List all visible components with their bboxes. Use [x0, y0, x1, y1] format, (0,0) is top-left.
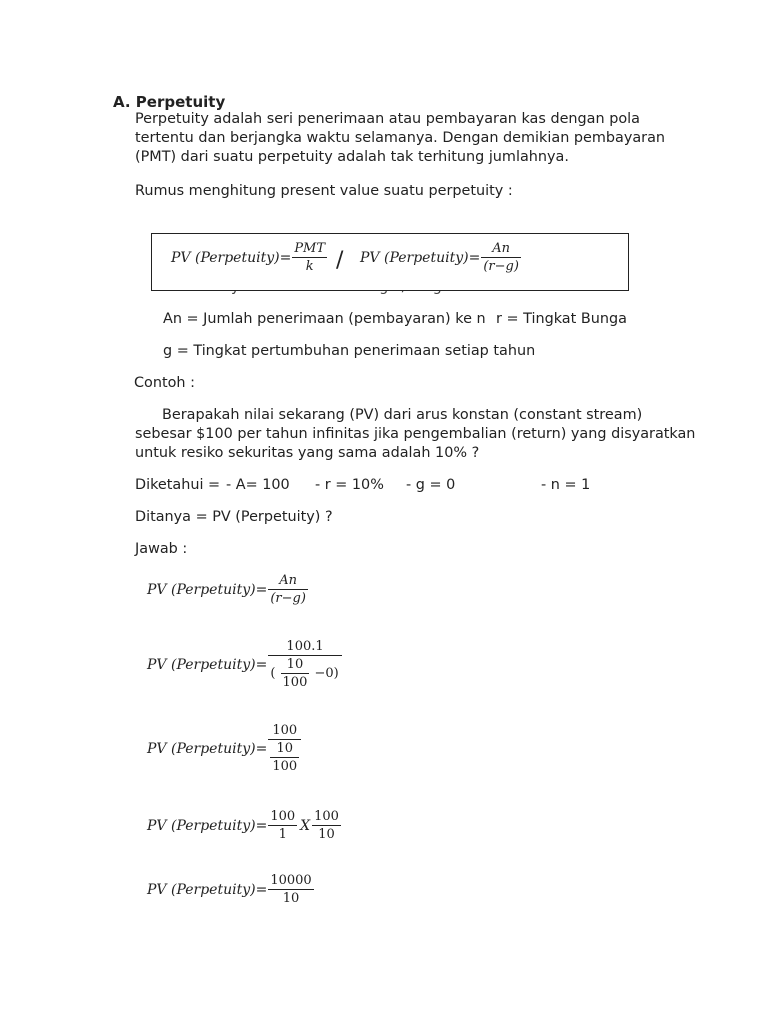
fraction-pmt-k [292, 240, 327, 275]
definition-r: r = Tingkat Bunga [496, 311, 627, 327]
fraction-an-rg [268, 572, 308, 607]
fraction-denominator: (r−g) [483, 259, 519, 274]
fraction-an-rg [481, 240, 521, 275]
fraction-inner [281, 656, 310, 691]
formula-lhs: PV (Perpetuity)= [171, 249, 292, 266]
section-heading: A. Perpetuity [113, 93, 226, 111]
paren-open: ( [270, 666, 276, 681]
denominator-tail: −0) [314, 666, 339, 681]
fraction-denominator: 10 [312, 825, 341, 843]
rumus-label: Rumus menghitung present value suatu perpetuity : [135, 183, 513, 199]
intro-line-3: (PMT) dari suatu perpetuity adalah tak terhitung jumlahnya. [135, 149, 569, 165]
fraction-100-1 [268, 808, 297, 843]
fraction-denominator: 100 [282, 675, 308, 690]
step-lhs: PV (Perpetuity)= [147, 581, 268, 598]
fraction-denominator: 1 [268, 825, 297, 843]
diketahui-label: Diketahui = [135, 477, 221, 493]
fraction-denominator: (r−g) [270, 591, 306, 606]
given-g: - g = 0 [406, 477, 456, 493]
fraction-10000-10 [268, 872, 313, 907]
jawab: Jawab : [135, 541, 188, 557]
step-lhs: PV (Perpetuity)= [147, 881, 268, 898]
fraction-denominator [268, 655, 341, 691]
step-2 [147, 638, 343, 691]
formula-separator: / [336, 248, 344, 273]
formula-box [151, 233, 629, 291]
multiply-operator: X [300, 817, 311, 834]
fraction-numerator: An [279, 573, 297, 588]
fraction-inner [270, 740, 299, 775]
formula-an [360, 240, 522, 275]
step-3 [147, 722, 302, 775]
fraction-numerator: 10 [286, 657, 304, 672]
fraction-numerator: 100 [272, 723, 298, 738]
fraction-numerator: 10000 [270, 873, 312, 888]
step-lhs: PV (Perpetuity)= [147, 656, 268, 673]
given-n: - n = 1 [541, 477, 591, 493]
definition-an: An = Jumlah penerimaan (pembayaran) ke n [163, 311, 486, 327]
fraction-denominator: k [292, 257, 327, 275]
given-a: - A= 100 [226, 477, 290, 493]
fraction-numerator: 10 [276, 741, 293, 756]
step-lhs: PV (Perpetuity)= [147, 817, 268, 834]
given-r: - r = 10% [315, 477, 384, 493]
fraction-step-3 [268, 722, 301, 775]
fraction-numerator: PMT [294, 241, 326, 256]
question-line-2: sebesar $100 per tahun infinitas jika pengembalian (return) yang disyaratkan [135, 426, 696, 442]
formula-lhs: PV (Perpetuity)= [360, 249, 481, 266]
step-4 [147, 808, 342, 843]
question-line-1: Berapakah nilai sekarang (PV) dari arus konstan (constant stream) [162, 407, 643, 423]
fraction-denominator: 100 [272, 759, 298, 774]
fraction-step-2 [268, 638, 341, 691]
fraction-100-10 [312, 808, 341, 843]
intro-line-2: tertentu dan berjangka waktu selamanya. Dengan demikian pembayaran [135, 130, 666, 146]
fraction-numerator: 100.1 [286, 639, 324, 654]
fraction-numerator: 100 [270, 809, 296, 824]
contoh-label: Contoh : [134, 375, 195, 391]
definition-g: g = Tingkat pertumbuhan penerimaan setiap tahun [163, 343, 536, 359]
ditanya: Ditanya = PV (Perpetuity) ? [135, 509, 333, 525]
fraction-numerator: 100 [314, 809, 339, 824]
formula-pmt [171, 240, 328, 275]
fraction-denominator [268, 739, 301, 775]
step-lhs: PV (Perpetuity)= [147, 740, 268, 757]
intro-line-1: Perpetuity adalah seri penerimaan atau pembayaran kas dengan pola [135, 111, 640, 127]
question-line-3: untuk resiko sekuritas yang sama adalah 10% ? [135, 445, 480, 461]
step-1 [147, 572, 309, 607]
fraction-numerator: An [492, 241, 510, 256]
fraction-denominator: 10 [268, 889, 313, 907]
step-5 [147, 872, 315, 907]
